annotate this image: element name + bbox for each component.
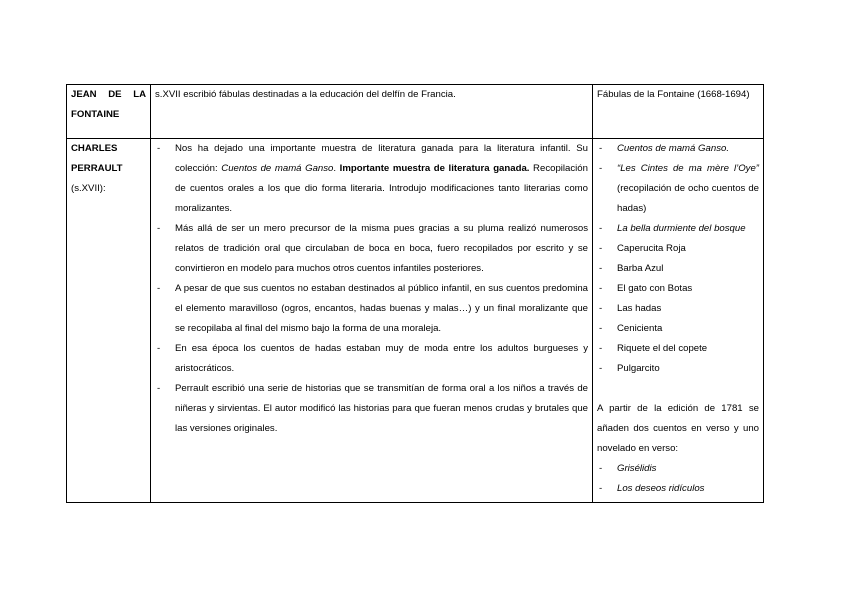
- list-item: - La bella durmiente del bosque: [599, 223, 746, 234]
- description-cell: [151, 85, 593, 139]
- item-text: Recopilación de cuentos orales a los que dio forma literaria. Introdujo modificaciones tanto literarias como moralizantes.: [175, 163, 588, 214]
- list-item: - “Les Cintes de ma mère l’Oye” (recopilación de ocho cuentos de hadas): [599, 163, 759, 214]
- list-item: - A pesar de que sus cuentos no estaban destinados al público infantil, en sus cuentos predomina el elemento maravilloso (ogros, encantos, hadas buenas y malas…) y un final moralizante que se recopilaba al final del mismo bajo la forma de una moraleja.: [157, 283, 588, 334]
- list-item: - Más allá de ser un mero precursor de la misma pues gracias a su pluma realizó numerosos relatos de tradición oral que circulaban de boca en boca, fuero recopilados por escrito y se convirtieron en modelo para muchos otros cuentos infantiles posteriores.: [157, 223, 588, 274]
- work-title: El gato con Botas: [617, 283, 693, 294]
- work-title: Cuentos de mamá Ganso.: [617, 143, 729, 154]
- edition-note: A partir de la edición de 1781 se añaden dos cuentos en verso y uno novelado en verso:: [597, 403, 759, 454]
- author-cell: [67, 85, 151, 139]
- item-text: .: [333, 163, 340, 174]
- list-item: - Riquete el del copete: [599, 343, 708, 354]
- authors-table: [66, 84, 764, 503]
- work-title: “Les Cintes de ma mère l’Oye”: [617, 163, 759, 174]
- item-text: En esa época los cuentos de hadas estaban muy de moda entre los adultos burgueses y aristocráticos.: [175, 343, 588, 374]
- list-item: - Grisélidis: [599, 463, 657, 474]
- work-title: Cenicienta: [617, 323, 663, 334]
- work-title: Barba Azul: [617, 263, 664, 274]
- author-name: JEAN DE LA FONTAINE: [71, 89, 146, 120]
- author-first-name: CHARLES: [71, 143, 118, 154]
- author-last-name: PERRAULT: [71, 163, 123, 174]
- list-item: - Cenicienta: [599, 323, 663, 334]
- item-text: A pesar de que sus cuentos no estaban destinados al público infantil, en sus cuentos predomina el elemento maravilloso (ogros, encantos, hadas buenas y malas…) y un final moralizante que se recopilaba al final del mismo bajo la forma de una moraleja.: [175, 283, 588, 334]
- item-text: Nos ha dejado una importante muestra de literatura ganada para la literatura infantil. Su colección:: [175, 143, 588, 174]
- item-text: Más allá de ser un mero precursor de la misma pues gracias a su pluma realizó numerosos relatos de tradición oral que circulaban de boca en boca, fuero recopilados por escrito y se convirtieron en modelo para muchos otros cuentos infantiles posteriores.: [175, 223, 588, 274]
- author-cell: [67, 139, 151, 503]
- item-text: Perrault escribió una serie de historias que se transmitían de forma oral a los niños a través de niñeras y sirvientas. El autor modificó las historias para que fueran menos crudas y brutales que las versiones originales.: [175, 383, 588, 434]
- item-bold: Importante muestra de literatura ganada.: [339, 163, 530, 174]
- list-item: - Nos ha dejado una importante muestra de literatura ganada para la literatura infantil. Su colección: Cuentos de mamá Ganso. Importante muestra de literatura ganada. Recopilación de cuentos orales a los que dio forma literaria. Introdujo modificaciones tanto literarias como moralizantes.: [157, 143, 588, 214]
- works-list: [597, 139, 759, 379]
- item-italic: Cuentos de mamá Ganso: [221, 163, 334, 174]
- work-title: Pulgarcito: [617, 363, 660, 374]
- description-text: s.XVII escribió fábulas destinadas a la educación del delfín de Francia.: [155, 89, 456, 100]
- works-cell: [593, 85, 764, 139]
- table-row: [67, 85, 764, 139]
- list-item: - Pulgarcito: [599, 363, 660, 374]
- work-title: Riquete el del copete: [617, 343, 708, 354]
- work-title: Las hadas: [617, 303, 662, 314]
- description-cell: [151, 139, 593, 503]
- works-text: Fábulas de la Fontaine (1668-1694): [597, 89, 750, 100]
- list-item: - Barba Azul: [599, 263, 664, 274]
- list-item: - Caperucita Roja: [599, 243, 686, 254]
- verse-works-list: [597, 459, 759, 499]
- table-row: [67, 139, 764, 503]
- work-title: Caperucita Roja: [617, 243, 686, 254]
- author-period: (s.XVII):: [71, 183, 106, 194]
- works-cell: [593, 139, 764, 503]
- list-item: - El gato con Botas: [599, 283, 693, 294]
- work-title: Los deseos ridículos: [617, 483, 705, 494]
- description-list: [155, 139, 588, 439]
- list-item: - Perrault escribió una serie de historias que se transmitían de forma oral a los niños a través de niñeras y sirvientas. El autor modificó las historias para que fueran menos crudas y brutales que las versiones originales.: [157, 383, 588, 434]
- list-item: - Los deseos ridículos: [599, 483, 705, 494]
- list-item: - En esa época los cuentos de hadas estaban muy de moda entre los adultos burgueses y aristocráticos.: [157, 343, 588, 374]
- list-item: - Cuentos de mamá Ganso.: [599, 143, 729, 154]
- work-title: La bella durmiente del bosque: [617, 223, 746, 234]
- list-item: - Las hadas: [599, 303, 662, 314]
- work-title: Grisélidis: [617, 463, 657, 474]
- work-note: (recopilación de ocho cuentos de hadas): [617, 183, 759, 214]
